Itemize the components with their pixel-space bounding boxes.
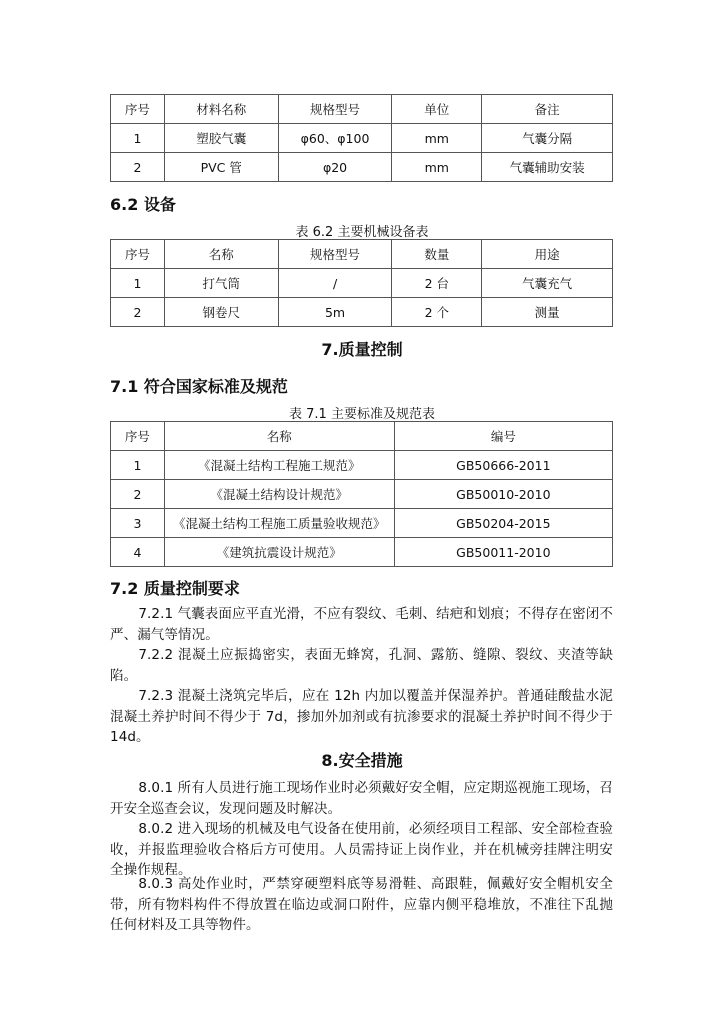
paragraph-7-2-2: 7.2.2 混凝土应振捣密实，表面无蜂窝，孔洞、露筋、缝隙、裂纹、夹渣等缺陷。 bbox=[110, 647, 613, 684]
table-header-row bbox=[111, 422, 613, 451]
header-cell: 序号 bbox=[111, 422, 165, 451]
table-header-row bbox=[111, 95, 613, 124]
table-cell: / bbox=[278, 269, 392, 298]
table-cell: 1 bbox=[111, 451, 165, 480]
table-cell: φ60、φ100 bbox=[278, 124, 392, 153]
table-cell: mm bbox=[392, 124, 482, 153]
table-cell: 1 bbox=[111, 269, 165, 298]
table-row bbox=[111, 451, 613, 480]
header-cell: 序号 bbox=[111, 95, 165, 124]
table-cell: 气囊辅助安装 bbox=[482, 153, 613, 182]
chapter-title-8: 8.安全措施 bbox=[321, 751, 403, 770]
chapter-title-7: 7.质量控制 bbox=[321, 340, 403, 359]
table-cell: 2 台 bbox=[392, 269, 482, 298]
table-caption-6-2: 表 6.2 主要机械设备表 bbox=[295, 225, 429, 240]
equipment-table bbox=[110, 239, 613, 327]
header-cell: 名称 bbox=[164, 422, 394, 451]
table-cell: 气囊充气 bbox=[482, 269, 613, 298]
header-cell: 用途 bbox=[482, 240, 613, 269]
table-cell: mm bbox=[392, 153, 482, 182]
standards-table bbox=[110, 421, 613, 567]
table-row bbox=[111, 480, 613, 509]
header-cell: 备注 bbox=[482, 95, 613, 124]
table-cell: 5m bbox=[278, 298, 392, 327]
table-cell: 《混凝土结构设计规范》 bbox=[164, 480, 394, 509]
table-cell: 测量 bbox=[482, 298, 613, 327]
table-cell: 塑胶气囊 bbox=[164, 124, 278, 153]
table-cell: 《混凝土结构工程施工质量验收规范》 bbox=[164, 509, 394, 538]
table-cell: 气囊分隔 bbox=[482, 124, 613, 153]
header-cell: 序号 bbox=[111, 240, 165, 269]
table-cell: 2 bbox=[111, 298, 165, 327]
header-cell: 数量 bbox=[392, 240, 482, 269]
section-heading-7-1: 7.1 符合国家标准及规范 bbox=[110, 377, 288, 396]
table-cell: 2 个 bbox=[392, 298, 482, 327]
table-row bbox=[111, 153, 613, 182]
table-row bbox=[111, 269, 613, 298]
table-row bbox=[111, 298, 613, 327]
materials-table bbox=[110, 94, 613, 182]
table-cell: 《混凝土结构工程施工规范》 bbox=[164, 451, 394, 480]
table-cell: 2 bbox=[111, 480, 165, 509]
header-cell: 单位 bbox=[392, 95, 482, 124]
section-heading-7-2: 7.2 质量控制要求 bbox=[110, 579, 240, 598]
table-row bbox=[111, 538, 613, 567]
table-cell: PVC 管 bbox=[164, 153, 278, 182]
paragraph-7-2-3: 7.2.3 混凝土浇筑完毕后，应在 12h 内加以覆盖并保湿养护。普通硅酸盐水泥混凝土养护时间不得少于 7d，掺加外加剂或有抗渗要求的混凝土养护时间不得少于 14d。 bbox=[110, 688, 613, 745]
table-cell: 4 bbox=[111, 538, 165, 567]
table-row bbox=[111, 124, 613, 153]
header-cell: 规格型号 bbox=[278, 240, 392, 269]
paragraph-8-0-3: 8.0.3 高处作业时，严禁穿硬塑料底等易滑鞋、高跟鞋，佩戴好安全帽机安全带，所有物料构件不得放置在临边或洞口附件，应靠内侧平稳堆放，不准往下乱抛任何材料及工具等物件。 bbox=[110, 876, 613, 933]
header-cell: 名称 bbox=[164, 240, 278, 269]
table-row bbox=[111, 509, 613, 538]
table-cell: GB50204-2015 bbox=[394, 509, 612, 538]
table-cell: GB50011-2010 bbox=[394, 538, 612, 567]
table-cell: GB50010-2010 bbox=[394, 480, 612, 509]
section-heading-6-2: 6.2 设备 bbox=[110, 195, 176, 214]
header-cell: 材料名称 bbox=[164, 95, 278, 124]
table-caption-7-1: 表 7.1 主要标准及规范表 bbox=[289, 407, 435, 422]
table-cell: 1 bbox=[111, 124, 165, 153]
header-cell: 编号 bbox=[394, 422, 612, 451]
paragraph-8-0-2: 8.0.2 进入现场的机械及电气设备在使用前，必须经项目工程部、安全部检查验收，并报监理验收合格后方可使用。人员需持证上岗作业，并在机械旁挂牌注明安全操作规程。 bbox=[110, 821, 613, 878]
header-cell: 规格型号 bbox=[278, 95, 392, 124]
table-cell: 《建筑抗震设计规范》 bbox=[164, 538, 394, 567]
paragraph-8-0-1: 8.0.1 所有人员进行施工现场作业时必须戴好安全帽，应定期巡视施工现场，召开安全巡查会议，发现问题及时解决。 bbox=[110, 780, 613, 817]
table-header-row bbox=[111, 240, 613, 269]
table-cell: 2 bbox=[111, 153, 165, 182]
table-cell: 钢卷尺 bbox=[164, 298, 278, 327]
table-cell: GB50666-2011 bbox=[394, 451, 612, 480]
table-cell: 3 bbox=[111, 509, 165, 538]
table-cell: 打气筒 bbox=[164, 269, 278, 298]
table-cell: φ20 bbox=[278, 153, 392, 182]
paragraph-7-2-1: 7.2.1 气囊表面应平直光滑，不应有裂纹、毛刺、结疤和划痕；不得存在密闭不严、漏气等情况。 bbox=[110, 606, 613, 643]
